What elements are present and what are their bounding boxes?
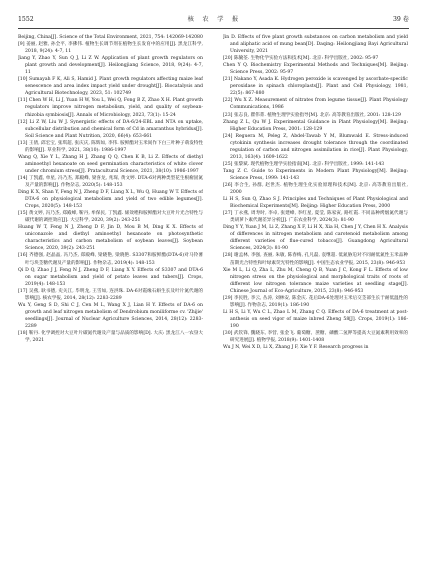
reference-entry: Huang W T, Feng N J, Zheng D F, Jin D, Mou B M, Ding K X. Effects of uniconazole and diethyl aminoethyl hexanoate on photosynthetic characteristics and carbon metabolism of soybean leaves[J]. Soybean Science, 2020, 39(2): 243-251 <box>18 225 203 252</box>
reference-entry: Jiang Y, Zhao Y, Sun Q J, Li Z W. Application of plant growth regulators on plant growth and development[J]. Heilongjiang Science, 2018, 9(24): 4-7, 11 <box>18 56 203 76</box>
reference-entry: [12] Li Z W, Liu W J. Synergistic effects of DA-6/24-EBL and NTA on uptake, subcellular distribution and chemical form of Cd in amaranthus hybridus[J]. Soil Science and Plant Nutrition, 2020, 66(4): 653-661 <box>18 119 203 139</box>
left-reference-column <box>18 34 203 562</box>
reference-entry: [26] 李合生, 孙群, 赵世杰. 植物生理生化实验原理和技术[M]. 北京: 高等教育出版社, 2000 <box>223 182 408 196</box>
reference-entry: [15] 黄文婷, 冯乃杰, 郑殿峰, 靳丹, 牟保民, 丁凯鑫. 烯效唑和胺鲜酯对大豆叶片光合特性与碳代谢的调控效应[J]. 大豆科学, 2020, 39(2): 243-251 <box>18 211 203 224</box>
right-reference-column <box>223 34 408 562</box>
page-header <box>18 12 409 29</box>
reference-entry: Jin D. Effects of five plant growth substances on carbon metabolism and yield and aliphatic acid of mung bean[D]. Daqing: Heilongjiang Bayi Agricultural University, 2021 <box>223 35 408 55</box>
reference-entry: [9] 姜丽, 赵雅, 孙全平, 李佛伟. 植物生长调节剂在植物生长发育中的应用[J]. 黑龙江科学, 2018, 9(24): 4-7, 11 <box>18 42 203 55</box>
reference-entry: [24] Reguera M, Peleg Z, Abdel-Tawab Y M, Blumwald E. Stress-induced cytokinin synthesis increases drought tolerance through the coordinated regulation of carbon and nitrogen assimilation in rice[J]. Plant Physiology, 2013, 163(4): 1609-1622 <box>223 133 408 160</box>
reference-entry: [23] 张志良, 瞿伟菁. 植物生理学实验指导[M]. 北京: 高等教育出版社, 2001: 128-129 <box>223 112 401 118</box>
reference-entry: Ding Y Y, Yuan J M, Li Z, Zhang X F, Li H X, Xia H, Chen J Y, Chen H X. Analysis of differences in nitrogen metabolism and carotenoid metabolism among different varieties of flue-cured tobacco[J]. Guangdong Agricultural Sciences, 2024(3): 81-90 <box>223 225 408 252</box>
reference-entry: Li H S, Li Y, Wu C L, Zhao L M, Zhang C Q. Effects of DA-6 treatment at post-anthesis on seed vigor of maize inbred Zheng 58[J]. Crops, 2019(1): 186-190 <box>223 309 408 329</box>
reference-entry: [27] 丁永燕, 周寿时, 李卓, 张建峰, 李红星, 夏莹, 陈家寅, 路红霞. 不同品种烤烟氮代谢与类胡萝卜素代谢差异分析[J]. 广东农业科学, 2024(3): 81-90 <box>223 211 408 224</box>
reference-entry: Wang Q, Xie Y L, Zhang H J, Zhang Q Q, Chen K B, Li Z. Effects of diethyl aminoethyl hexanoate on seed germination characteristics of white clover under chromium stress[J]. Pratacultural Science, 2021, 38(10): 1986-1997 <box>18 154 203 174</box>
reference-entry: Wu Y, Geng S D, Shi C J, Cen M L, Wang X J, Lian H Y. Effects of DA-6 on growth and leaf nitrogen metabolism of Dendrobium moniliforme cv. 'Zhijie' seedlings[J]. Journal of Nuclear Agriculture Sciences, 2014, 28(12): 2283-2289 <box>18 302 203 329</box>
reference-entry: [17] 吴燕, 耿书德, 史关江, 毕明龙, 王雪如, 连洪珠. DA-6对霞缘石斛生长及叶片氮代谢的影响[J]. 核农学报, 2014, 28(12): 2283-2289 <box>18 288 203 301</box>
reference-entry: Chen Y Q. Biochemistry Experimental Methods and Techniques[M]. Beijing: Science Press, 2002: 95-97 <box>223 63 408 76</box>
reference-entry: Wu J N, Wei X D, Li X, Zhang J F, Xie Y F. Research progress in <box>223 345 369 351</box>
reference-entry: [16] 齐德强, 赵晶晶, 冯乃杰, 郑殿峰, 梁晓艳, 梁晓艳. S3307和胺鲜酯(DTA-6)对马铃薯叶与块茎糖代谢及产量的影响[J]. 作物杂志, 2019(4): 148-153 <box>18 253 203 266</box>
volume-label: 39 卷 <box>392 16 409 23</box>
reference-entry: [29] 李民胜, 李云, 丛涛, 刘林安, 陈金庆. 花后DA-6处理对玉米后交茎部生长于耐低温性的影响[J]. 作物杂志, 2019(1): 186-190 <box>223 295 408 308</box>
reference-entry: Li H S, Sun Q, Zhao S J. Principles and Techniques of Plant Physiological and Biochemical Experiments[M]. Beijing: Higher Education Press, 2000 <box>223 197 408 210</box>
reference-entry: Ding K X, Shan Y, Feng N J, Zheng D F, Liang X L, Wu Q, Huang W T. Effects of DTA-6 on physiological metabolism and yield of two edible legumes[J]. Crops, 2020(5): 148-153 <box>18 190 203 210</box>
reference-entry: [10] Sumayah F K, Ali S, Hamid J. Plant growth regulators affecting maize leaf senescence and area index impact yield under drought[J]. Biocatalysis and Agricultural Biotechnology, 2023, 51: 102749 <box>18 77 203 97</box>
page-number: 1552 <box>18 16 34 23</box>
reference-entry: Xie M L, Li Q, Zha L, Zhu M, Cheng Q B, Yuan J C, Kong F L. Effects of low nitrogen stress on the physiological and morphological traits of roots of different low nitrogen tolerance maize varieties at seedling stage[J]. Chinese Journal of Eco-Agriculture, 2015, 23(8): 946-953 <box>223 267 408 294</box>
reference-entry: [22] Wu X Z. Measurement of nitrates from legume tissue[J]. Plant Physiology Communications, 1986 <box>223 98 408 111</box>
reference-entry: [14] 丁凯鑫, 单星, 冯乃杰, 郑殿峰, 梁喜龙, 兆琛, 黄文婷. DTA-6对两种类型花生根瘤固氮及产量的影响[J]. 作物杂志, 2020(5): 148-153 <box>18 175 203 188</box>
reference-entry: Qi D Q, Zhao J J, Feng N J, Zheng D F, Liang X Y. Effects of S3307 and DTA-6 on sugar metabolism and yield of potato leaves and tubers[J]. Crops, 2019(4): 148-153 <box>18 267 203 287</box>
reference-entry: Zhang Z L, Qu W J. Experimental Guidance in Plant Physiology[M]. Beijing: Higher Education Press, 2001: 128-129 <box>223 119 408 132</box>
reference-entry: [30] 武钦锋, 魏晓东, 李营, 张金飞. 葡萄糖、蔗糖、磷酸二氢钾等提高大豆氮素利用效率的研究进展[J]. 植物学报, 2018(9): 1401-1408 <box>223 330 408 344</box>
reference-entry: [21] Nakano Y, Asada K. Hydrogen peroxide is scavenged by ascorbate-specific peroxidase in spinach chloroplasts[J]. Plant and Cell Physiology, 1981, 22(5): 867-880 <box>223 77 408 97</box>
reference-entry: [20] 陈毓荃. 生物化学实验方法和技术[M]. 北京: 科学出版社, 2002: 95-97 <box>223 56 379 62</box>
reference-entry: Tang Z C. Guide to Experiments in Modern Plant Physiology[M]. Beijing: Science Press, 1999: 141-143 <box>223 168 408 181</box>
reference-entry: [25] 张黎斌. 现代植物生理学实验指南[M]. 北京: 科学出版社, 1999: 141-143 <box>223 161 385 167</box>
reference-entry: [18] 靳丹. 化学调控对大豆叶片碳氮代谢及产量与品质的影响[D]. 大庆: 黑龙江八一农垦大学, 2021 <box>18 330 203 344</box>
reference-entry: Beijing, China[J]. Science of the Total Environment, 2021, 754: 142069-142080 <box>18 35 203 40</box>
reference-entry: [13] 王倩, 邱宏宝, 张琪超, 张庆庆, 陈辉如, 李伟. 胺鲜酯对玉米间作下白三叶种子萌发特性的影响[J]. 草业科学, 2021, 38(10): 1986-1997 <box>18 140 203 153</box>
reference-entry: [28] 谢孟林, 李强, 查丽, 朱敏, 陈春梅, 孔凡磊, 袁继超. 低氮胁迫对不同耐低氮性玉米品种苗期光合特性和叶绿素荧光特性的影响[J]. 中国生态农业学报, 2015, 23(8): 946-953 <box>223 253 408 266</box>
reference-entry: [11] Chen W H, Li J, Yuan H W, You L, Wei Q, Fong B Z, Zhao X H. Plant growth regulators improve nitrogen metabolism, yield, and quality of soybean-rhizobia symbiosis[J]. Annals of Microbiology, 2023, 73(1): 15-24 <box>18 98 203 118</box>
journal-title: 核 农 学 报 <box>187 16 240 23</box>
